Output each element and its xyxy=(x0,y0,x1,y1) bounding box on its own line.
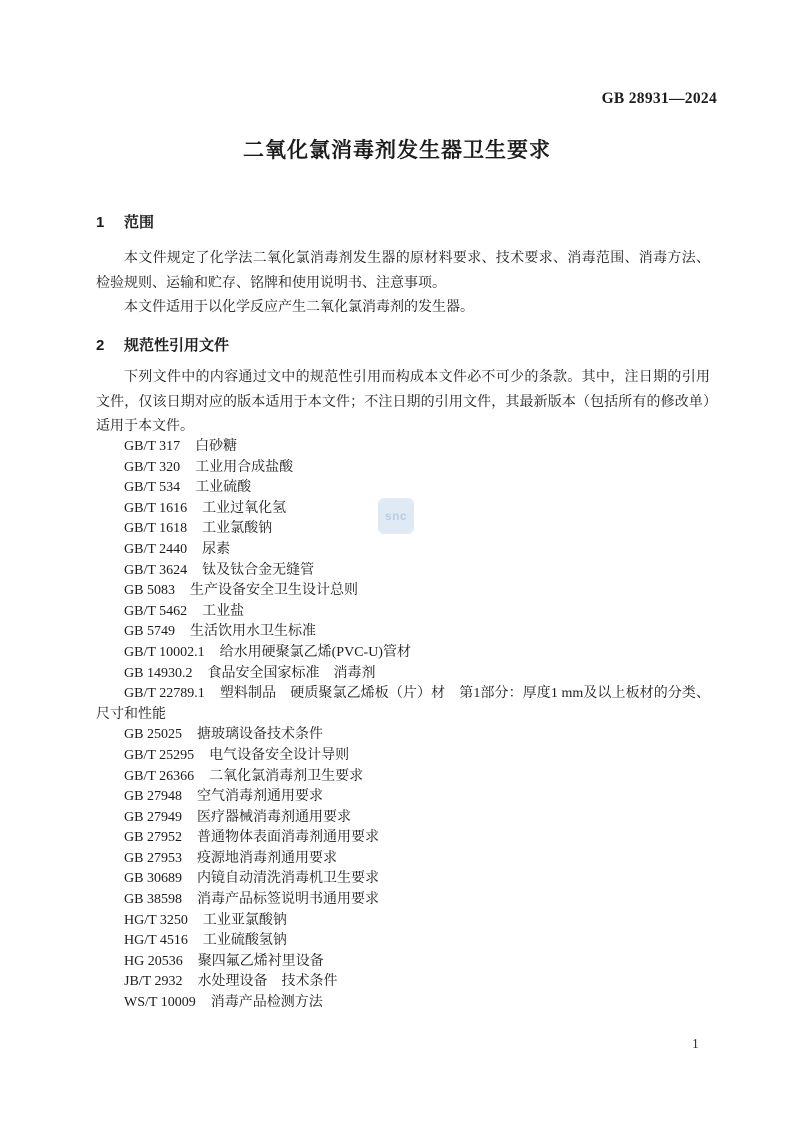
watermark-logo xyxy=(378,498,414,534)
reference-item xyxy=(96,808,710,829)
reference-title: 消毒产品标签说明书通用要求 xyxy=(196,892,379,908)
reference-title: 工业氯酸钠 xyxy=(202,521,273,537)
reference-code: GB/T 317 xyxy=(124,439,181,454)
reference-item xyxy=(96,437,710,458)
document-title: 二氧化氯消毒剂发生器卫生要求 xyxy=(243,139,551,162)
reference-code: GB/T 1616 xyxy=(124,500,188,516)
reference-item xyxy=(96,993,710,1014)
section-number: 2 xyxy=(96,337,105,354)
section-title: 规范性引用文件 xyxy=(124,337,230,354)
reference-item xyxy=(96,725,710,746)
reference-item xyxy=(96,581,710,602)
reference-code: GB 27953 xyxy=(124,850,182,866)
reference-item xyxy=(96,622,710,643)
section-references-heading xyxy=(96,337,710,354)
reference-item xyxy=(96,643,710,664)
reference-item xyxy=(96,540,710,561)
reference-title: 二氧化氯消毒剂卫生要求 xyxy=(209,768,364,784)
reference-title: 给水用硬聚氯乙烯(PVC-U)管材 xyxy=(219,644,411,660)
reference-item xyxy=(96,890,710,911)
reference-item xyxy=(96,869,710,890)
reference-code: GB/T 320 xyxy=(124,459,181,475)
reference-title: 白砂糖 xyxy=(195,439,238,454)
reference-item xyxy=(96,828,710,849)
references-intro-paragraph: 下列文件中的内容通过文中的规范性引用而构成本文件必不可少的条款。其中，注日期的引用文件，仅该日期对应的版本适用于本文件；不注日期的引用文件，其最新版本（包括所有的修改单）适用于本文件。 xyxy=(96,370,710,434)
reference-code: GB/T 534 xyxy=(124,480,181,496)
scope-paragraph-2: 本文件适用于以化学反应产生二氧化氯消毒剂的发生器。 xyxy=(124,300,474,315)
reference-code: GB/T 5462 xyxy=(124,603,188,619)
reference-code: GB 5749 xyxy=(124,624,175,640)
reference-code: GB/T 26366 xyxy=(124,768,195,784)
reference-item xyxy=(96,458,710,479)
reference-item xyxy=(96,602,710,623)
reference-item xyxy=(96,931,710,952)
reference-item xyxy=(96,684,710,725)
watermark-text: snc xyxy=(384,509,408,523)
reference-item xyxy=(96,952,710,973)
reference-title: 普通物体表面消毒剂通用要求 xyxy=(196,830,379,846)
reference-title: 疫源地消毒剂通用要求 xyxy=(196,850,337,866)
scope-paragraph-1: 本文件规定了化学法二氧化氯消毒剂发生器的原材料要求、技术要求、消毒范围、消毒方法、检验规则、运输和贮存、铭牌和使用说明书、注意事项。 xyxy=(96,251,710,291)
reference-title: 消毒产品检测方法 xyxy=(210,995,323,1011)
reference-code: HG/T 3250 xyxy=(124,912,188,928)
reference-title: 医疗器械消毒剂通用要求 xyxy=(196,809,351,825)
standard-code: GB 28931—2024 xyxy=(601,90,717,107)
reference-item xyxy=(96,911,710,932)
reference-code: HG 20536 xyxy=(124,953,183,969)
reference-code: GB/T 1618 xyxy=(124,521,188,537)
reference-title: 水处理设备 技术条件 xyxy=(197,974,338,990)
reference-title: 生活饮用水卫生标准 xyxy=(189,624,316,640)
reference-title: 食品安全国家标准 消毒剂 xyxy=(207,665,376,681)
reference-item xyxy=(96,972,710,993)
reference-item xyxy=(96,478,710,499)
reference-code: GB/T 22789.1 xyxy=(124,686,205,702)
reference-item xyxy=(96,767,710,788)
reference-title: 聚四氟乙烯衬里设备 xyxy=(197,953,324,969)
reference-code: GB 14930.2 xyxy=(124,665,193,681)
section-title: 范围 xyxy=(124,214,155,231)
reference-title: 工业用合成盐酸 xyxy=(195,459,294,475)
reference-title: 空气消毒剂通用要求 xyxy=(196,789,323,805)
reference-code: GB 27949 xyxy=(124,809,182,825)
section-number: 1 xyxy=(96,214,105,231)
reference-code: GB/T 3624 xyxy=(124,562,188,578)
scope-paragraphs xyxy=(96,247,710,321)
reference-title: 工业硫酸 xyxy=(195,480,252,496)
reference-code: GB 38598 xyxy=(124,892,182,908)
reference-code: GB 30689 xyxy=(124,871,182,887)
references-intro xyxy=(96,366,710,440)
reference-code: GB 27952 xyxy=(124,830,182,846)
reference-code: GB/T 25295 xyxy=(124,747,195,763)
reference-item xyxy=(96,787,710,808)
page-number: 1 xyxy=(692,1036,699,1051)
reference-title: 工业硫酸氢钠 xyxy=(202,933,287,949)
reference-code: WS/T 10009 xyxy=(124,995,196,1011)
reference-code: JB/T 2932 xyxy=(124,974,183,990)
reference-item xyxy=(96,849,710,870)
reference-item xyxy=(96,561,710,582)
reference-title: 钛及钛合金无缝管 xyxy=(202,562,315,578)
reference-title: 电气设备安全设计导则 xyxy=(209,747,350,763)
reference-code: GB 5083 xyxy=(124,583,175,599)
reference-title: 工业盐 xyxy=(202,603,245,619)
reference-code: GB/T 10002.1 xyxy=(124,644,205,660)
reference-title: 塑料制品 硬质聚氯乙烯板（片）材 第1部分：厚度1 mm及以上板材的分类、尺寸和性能 xyxy=(96,686,711,722)
reference-code: GB/T 2440 xyxy=(124,541,188,557)
reference-title: 工业亚氯酸钠 xyxy=(202,912,287,928)
reference-title: 内镜自动清洗消毒机卫生要求 xyxy=(196,871,379,887)
reference-code: GB 25025 xyxy=(124,727,182,743)
reference-item xyxy=(96,664,710,685)
reference-title: 生产设备安全卫生设计总则 xyxy=(189,583,358,599)
reference-title: 搪玻璃设备技术条件 xyxy=(196,727,323,743)
reference-title: 工业过氧化氢 xyxy=(202,500,287,516)
reference-title: 尿素 xyxy=(202,541,231,557)
reference-code: HG/T 4516 xyxy=(124,933,188,949)
reference-item xyxy=(96,746,710,767)
reference-code: GB 27948 xyxy=(124,789,182,805)
section-scope-heading xyxy=(96,214,710,231)
